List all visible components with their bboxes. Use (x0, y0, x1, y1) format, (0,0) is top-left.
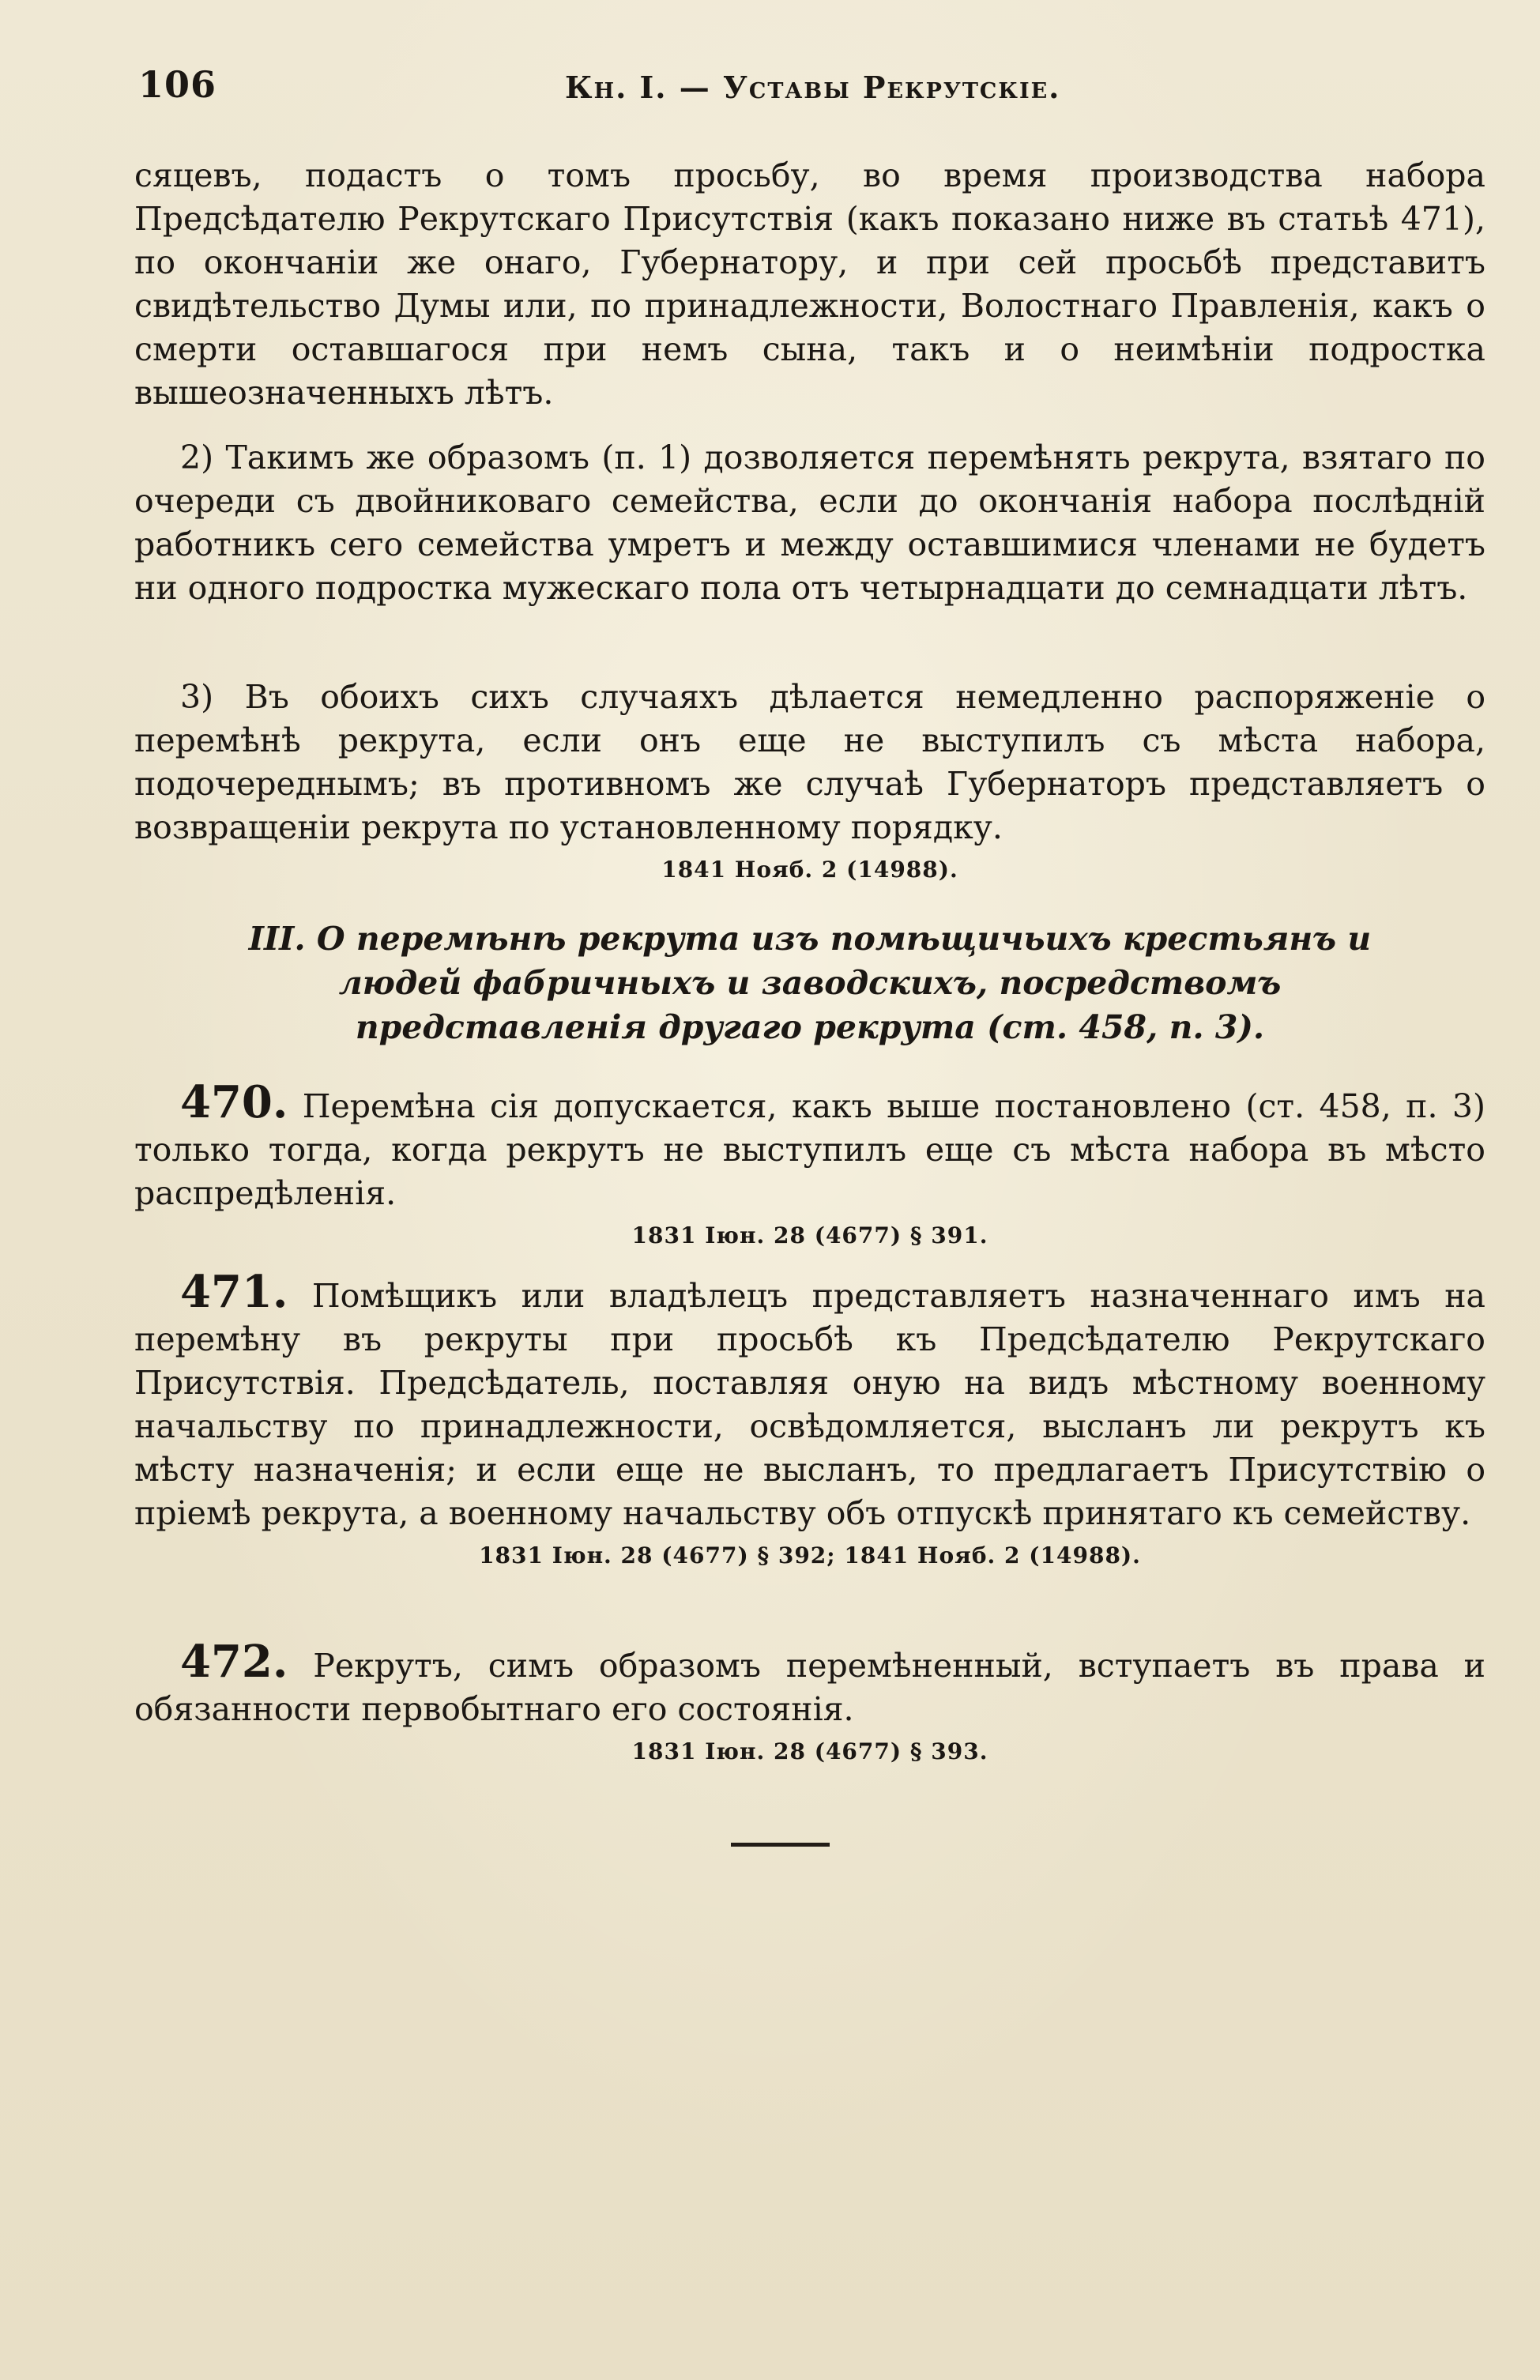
article-472-number: 472. (180, 1636, 288, 1688)
citation-1841: 1841 Нояб. 2 (14988). (661, 857, 958, 883)
clause-2 (134, 436, 1485, 610)
continuation-paragraph (134, 154, 1485, 415)
page-header (138, 63, 1482, 119)
article-472-body: Рекрутъ, симъ образомъ перемѣненный, вступаетъ въ права и обязанности первобытнаго его состоянія. (134, 1647, 1485, 1728)
article-470 (134, 1076, 1485, 1252)
clause-3 (134, 676, 1485, 886)
end-divider (731, 1843, 830, 1847)
paragraph-clause-2: 2) Такимъ же образомъ (п. 1) дозволяется перемѣнять рекрута, взятаго по очереди съ двойниковаго семейства, если до окончанія набора послѣдній работникъ сего семейства умретъ и между оставшимися членами не будетъ ни одного подростка мужескаго пола отъ четырнадцати до семнадцати лѣтъ. (134, 439, 1485, 607)
article-471 (134, 1266, 1485, 1572)
article-470-body: Перемѣна сія допускается, какъ выше постановлено (ст. 458, п. 3) только тогда, когда рекрутъ не выступилъ еще съ мѣста набора въ мѣсто распредѣленія. (134, 1087, 1485, 1212)
citation-470: 1831 Іюн. 28 (4677) § 391. (631, 1222, 988, 1248)
section-heading: III. О перемѣнѣ рекрута изъ помѣщичьихъ крестьянъ и людей фабричныхъ и заводскихъ, посредствомъ представленія другаго рекрута (ст. 458, п. 3). (248, 920, 1372, 1046)
paragraph-clause-3: 3) Въ обоихъ сихъ случаяхъ дѣлается немедленно распоряженіе о перемѣнѣ рекрута, если онъ еще не выступилъ съ мѣста набора, подочереднымъ; въ противномъ же случаѣ Губернаторъ представляетъ о возвращеніи рекрута по установленному порядку. (134, 678, 1485, 846)
article-471-text (134, 1266, 1485, 1535)
article-472 (134, 1636, 1485, 1768)
page-number: 106 (138, 63, 217, 106)
citation-472: 1831 Іюн. 28 (4677) § 393. (631, 1738, 988, 1764)
citation-471: 1831 Іюн. 28 (4677) § 392; 1841 Нояб. 2 (14988). (479, 1542, 1141, 1568)
article-471-body: Помѣщикъ или владѣлецъ представляетъ назначеннаго имъ на перемѣну въ рекруты при просьбѣ къ Предсѣдателю Рекрутскаго Присутствія. Предсѣдатель, поставляя оную на видъ мѣстному военному начальству по принадлежности, освѣдомляется, высланъ ли рекрутъ къ мѣсту назначенія; и если еще не высланъ, то предлагаетъ Присутствію о пріемѣ рекрута, а военному начальству объ отпускѣ принятаго къ семейству. (134, 1277, 1485, 1532)
section-iii (134, 917, 1485, 1049)
article-472-text (134, 1636, 1485, 1731)
article-470-number: 470. (180, 1076, 288, 1128)
paragraph-continuation: сяцевъ, подастъ о томъ просьбу, во время производства набора Предсѣдателю Рекрутскаго Присутствія (какъ показано ниже въ статьѣ 471), по окончаніи же онаго, Губернатору, и при сей просьбѣ представитъ свидѣтельство Думы или, по принадлежности, Волостнаго Правленія, какъ о смерти оставшагося при немъ сына, такъ и о неимѣніи подростка вышеозначенныхъ лѣтъ. (134, 156, 1485, 412)
article-470-text (134, 1076, 1485, 1215)
running-head: Кн. I. — Уставы Рекрутскіе. (565, 70, 1061, 105)
article-471-number: 471. (180, 1266, 288, 1318)
